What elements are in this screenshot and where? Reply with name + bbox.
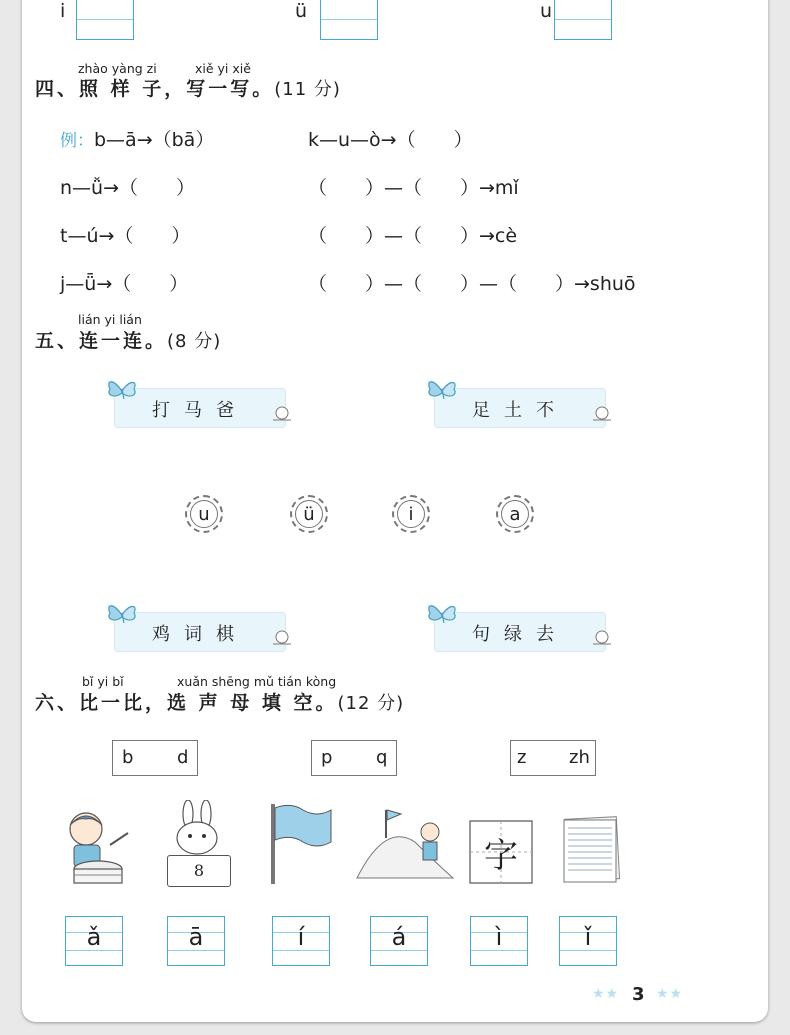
section6-title: [35, 688, 404, 715]
star-decor-left-icon: ★★: [592, 986, 620, 1002]
section6-title-text: 六、比一比，选 声 母 填 空。: [35, 692, 338, 714]
choice-option[interactable]: d: [177, 747, 189, 768]
choice-option[interactable]: zh: [569, 747, 590, 768]
flag-icon: [267, 802, 337, 886]
vowel-box-1[interactable]: [65, 916, 123, 966]
word-card-text: 足土不: [472, 400, 568, 421]
section5-title: [35, 326, 221, 353]
word-card-text: 鸡词棋: [152, 624, 248, 645]
exercise-row[interactable]: （ ）—（ ）→mǐ: [308, 177, 519, 199]
section6-score: (12 分): [337, 693, 405, 714]
flower-letter: i: [397, 500, 425, 528]
choice-option[interactable]: b: [122, 747, 134, 768]
butterfly-icon: [104, 599, 140, 631]
top-writing-box-2[interactable]: [320, 0, 378, 40]
example-text: b—ā→（bā）: [94, 129, 215, 151]
pinyin-flower-u[interactable]: [185, 495, 223, 533]
exercise-row[interactable]: j—ǖ→（ ）: [60, 273, 189, 295]
snail-icon: [590, 626, 614, 648]
example-label: 例：: [60, 131, 94, 151]
pinyin-flower-i[interactable]: [392, 495, 430, 533]
example-row: [60, 125, 214, 152]
vowel-box-3[interactable]: [272, 916, 330, 966]
flower-letter: u: [190, 500, 218, 528]
butterfly-icon: [424, 599, 460, 631]
exercise-row[interactable]: （ ）—（ ）—（ ）→shuō: [308, 273, 636, 295]
vowel-text: ì: [495, 923, 503, 951]
star-decor-right-icon: ★★: [656, 986, 684, 1002]
vowel-box-5[interactable]: [470, 916, 528, 966]
rabbit-sign-number: 8: [167, 855, 231, 887]
choice-box-z-zh: [510, 740, 596, 776]
snail-icon: [590, 402, 614, 424]
section4-score: (11 分): [274, 79, 341, 100]
top-letter-i: i: [60, 0, 66, 22]
vowel-text: á: [391, 923, 407, 951]
section5-pinyin: lián yi lián: [78, 312, 142, 327]
section4-pinyin-1: zhào yàng zi: [78, 61, 157, 76]
butterfly-icon: [424, 375, 460, 407]
butterfly-icon: [104, 375, 140, 407]
section5-title-text: 五、连一连。: [35, 330, 168, 352]
exercise-row[interactable]: k—u—ò→（ ）: [308, 129, 473, 151]
vowel-box-2[interactable]: [167, 916, 225, 966]
exercise-row[interactable]: t—ú→（ ）: [60, 225, 191, 247]
snail-icon: [270, 402, 294, 424]
word-card-text: 打马爸: [152, 400, 248, 421]
page-number: 3: [632, 984, 645, 1005]
vowel-box-6[interactable]: [559, 916, 617, 966]
grid-character: 字: [484, 836, 518, 876]
section4-pinyin-2: xiě yi xiě: [195, 61, 251, 76]
section6-pinyin-2: xuǎn shēng mǔ tián kòng: [177, 674, 337, 689]
boy-climbing-hill-icon: [355, 802, 455, 888]
top-writing-box-1[interactable]: [76, 0, 134, 40]
choice-option[interactable]: p: [321, 747, 333, 768]
choice-option[interactable]: z: [517, 747, 527, 768]
snail-icon: [270, 626, 294, 648]
section5-score: (8 分): [167, 331, 222, 352]
section6-pinyin-1: bǐ yi bǐ: [82, 674, 124, 689]
section4-title: [35, 74, 341, 101]
vowel-text: í: [297, 923, 305, 951]
top-writing-box-3[interactable]: [554, 0, 612, 40]
pinyin-flower-a[interactable]: [496, 495, 534, 533]
vowel-text: ǎ: [86, 923, 102, 951]
choice-box-p-q: [311, 740, 397, 776]
choice-option[interactable]: q: [376, 747, 388, 768]
notebook-paper-icon: [560, 816, 622, 884]
choice-box-b-d: [112, 740, 198, 776]
exercise-row[interactable]: n—ǚ→（ ）: [60, 177, 196, 199]
pinyin-flower-u-umlaut[interactable]: [290, 495, 328, 533]
vowel-text: ā: [188, 923, 204, 951]
top-letter-u-umlaut: ü: [295, 0, 308, 22]
worksheet-page: [22, 0, 768, 1022]
word-card-text: 句绿去: [472, 624, 568, 645]
drummer-boy-icon: [44, 805, 144, 891]
vowel-text: ǐ: [584, 923, 592, 951]
exercise-row[interactable]: （ ）—（ ）→cè: [308, 225, 518, 247]
section4-title-text: 四、照 样 子，写一写。: [35, 78, 275, 100]
vowel-box-4[interactable]: [370, 916, 428, 966]
top-letter-u: u: [540, 0, 553, 22]
flower-letter: a: [501, 500, 529, 528]
flower-letter: ü: [295, 500, 323, 528]
